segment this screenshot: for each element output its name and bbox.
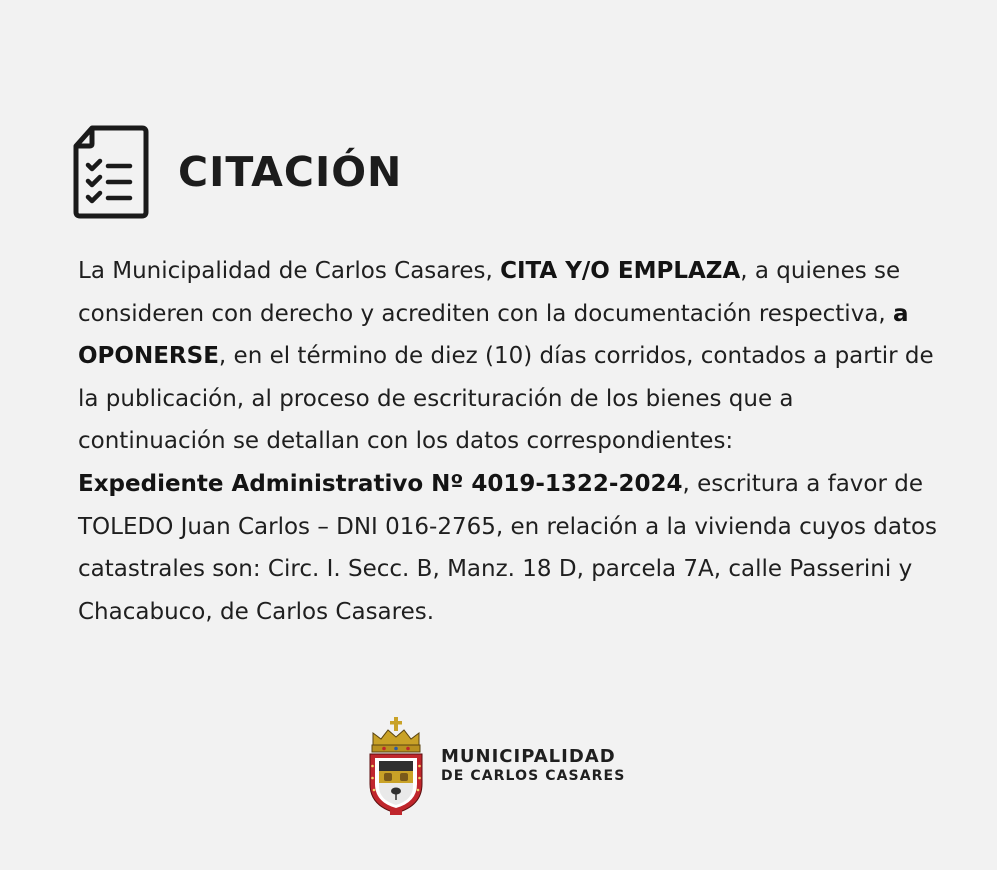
notice-text: , a quienes se consideren con derecho y acrediten con la documentación respectiva, — [78, 258, 901, 327]
file-number: Expediente Administrativo Nº 4019-1322-2024 — [78, 470, 683, 497]
municipality-name — [441, 747, 625, 784]
municipality-name-line2: DE CARLOS CASARES — [441, 768, 626, 785]
checklist-document-icon — [72, 124, 150, 220]
page-title: CITACIÓN — [178, 148, 403, 196]
notice-body — [78, 250, 938, 633]
notice-emphasis: CITA Y/O EMPLAZA — [500, 258, 741, 284]
municipality-logo — [364, 716, 625, 816]
notice-emphasis: a OPONERSE — [78, 300, 909, 370]
municipality-name-line1: MUNICIPALIDAD — [441, 746, 616, 768]
notice-text: , escritura a favor de TOLEDO Juan Carlos – DNI 016-2765, en relación a la vivienda cuyos datos catastrales son: Circ. I. Secc. B, Manz. 18 D, parcela 7A, calle Passerini y Chacabuco, de Carlos Casares. — [78, 470, 938, 625]
notice-paragraph-file — [78, 463, 938, 633]
notice-text: La Municipalidad de Carlos Casares, — [78, 258, 501, 284]
coat-of-arms-icon — [364, 716, 428, 816]
notice-paragraph-citation — [78, 250, 938, 463]
notice-header — [72, 124, 402, 220]
notice-text: , en el término de diez (10) días corridos, contados a partir de la publicación, al proceso de escrituración de los bienes que a continuación se detallan con los datos correspondientes: — [78, 343, 934, 455]
